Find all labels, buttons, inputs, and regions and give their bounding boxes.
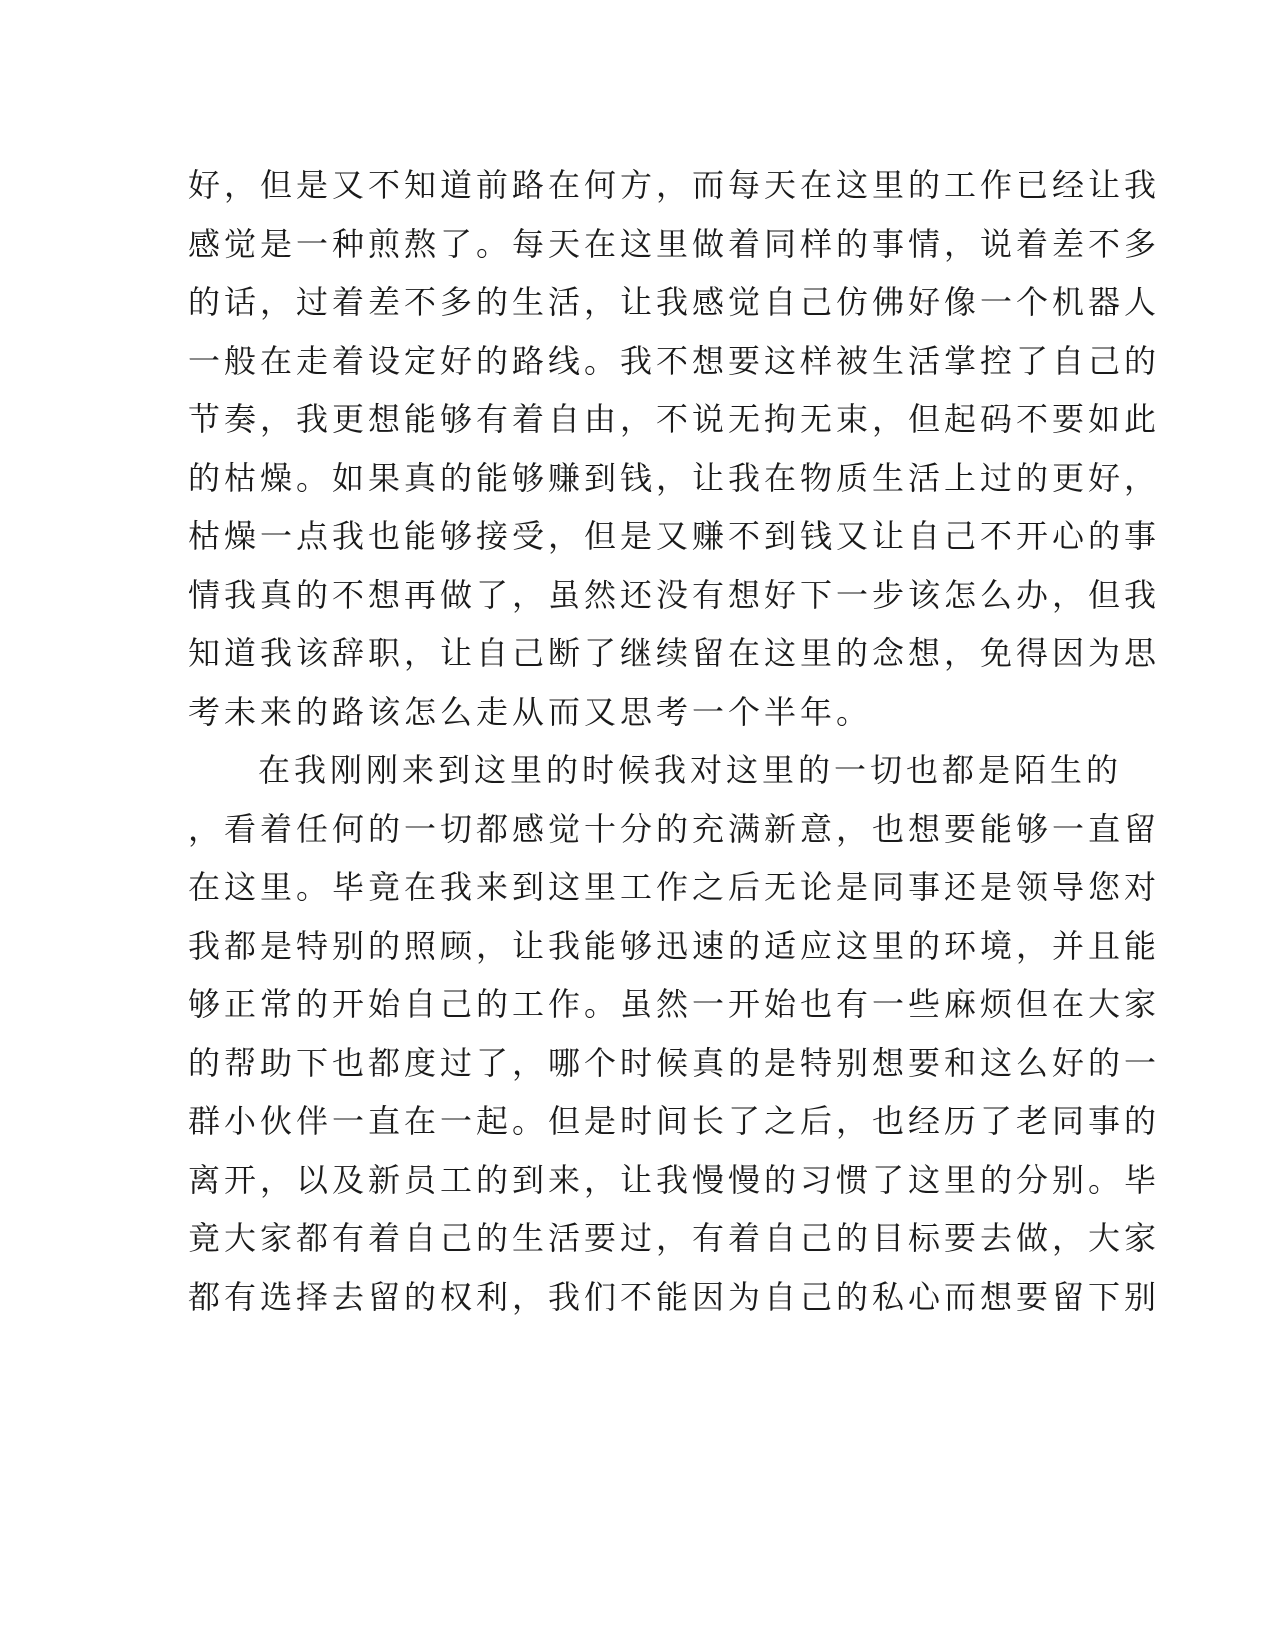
text-line: ，看着任何的一切都感觉十分的充满新意，也想要能够一直留	[188, 809, 1161, 848]
paragraph-1	[188, 156, 1161, 741]
paragraph-2	[188, 741, 1161, 1326]
text-line: 在我刚刚来到这里的时候我对这里的一切也都是陌生的	[258, 751, 1123, 789]
text-line: 感觉是一种煎熬了。每天在这里做着同样的事情，说着差不多	[188, 224, 1161, 263]
body-text	[188, 156, 1161, 1326]
text-line: 够正常的开始自己的工作。虽然一开始也有一些麻烦但在大家	[188, 985, 1161, 1023]
text-line: 知道我该辞职，让自己断了继续留在这里的念想，免得因为思	[188, 634, 1161, 672]
text-line: 好，但是又不知道前路在何方，而每天在这里的工作已经让我	[188, 166, 1161, 204]
text-line: 的枯燥。如果真的能够赚到钱，让我在物质生活上过的更好，	[188, 458, 1161, 497]
text-line: 节奏，我更想能够有着自由，不说无拘无束，但起码不要如此	[188, 400, 1161, 438]
text-line: 群小伙伴一直在一起。但是时间长了之后，也经历了老同事的	[188, 1102, 1161, 1140]
text-line: 一般在走着设定好的路线。我不想要这样被生活掌控了自己的	[188, 341, 1161, 380]
text-line: 在这里。毕竟在我来到这里工作之后无论是同事还是领导您对	[188, 868, 1161, 906]
text-line: 的话，过着差不多的生活，让我感觉自己仿佛好像一个机器人	[188, 283, 1161, 321]
text-line: 考未来的路该怎么走从而又思考一个半年。	[188, 692, 873, 731]
text-line: 都有选择去留的权利，我们不能因为自己的私心而想要留下别	[188, 1277, 1161, 1316]
text-line: 竟大家都有着自己的生活要过，有着自己的目标要去做，大家	[188, 1219, 1161, 1257]
text-line: 离开，以及新员工的到来，让我慢慢的习惯了这里的分别。毕	[188, 1160, 1161, 1199]
text-line: 情我真的不想再做了，虽然还没有想好下一步该怎么办，但我	[188, 575, 1161, 614]
text-line: 枯燥一点我也能够接受，但是又赚不到钱又让自己不开心的事	[188, 517, 1161, 555]
text-line: 我都是特别的照顾，让我能够迅速的适应这里的环境，并且能	[188, 926, 1161, 965]
text-line: 的帮助下也都度过了，哪个时候真的是特别想要和这么好的一	[188, 1043, 1161, 1082]
